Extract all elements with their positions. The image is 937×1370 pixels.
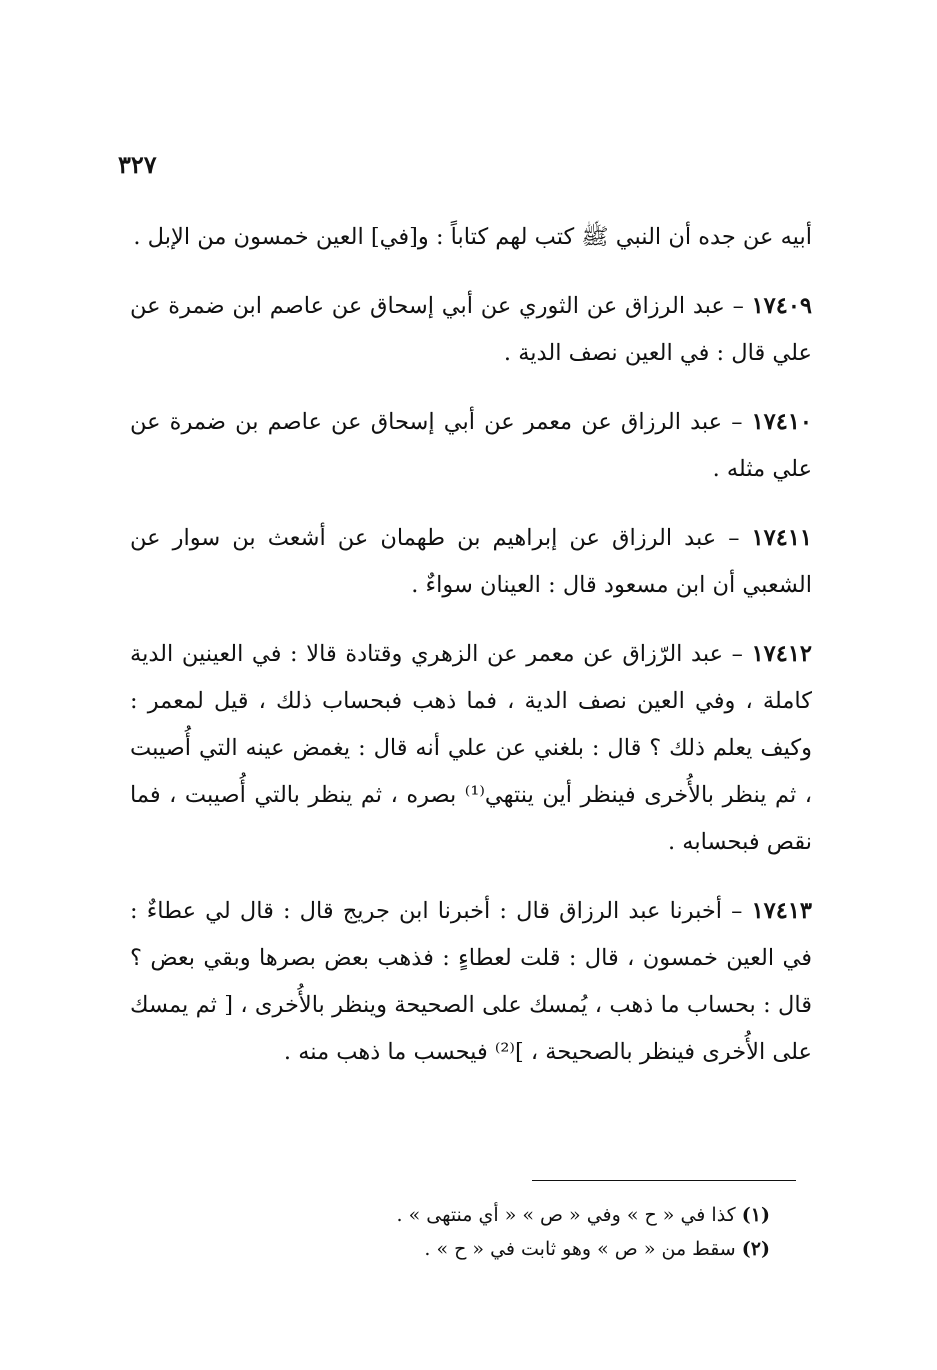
hadith-text: – أخبرنا عبد الرزاق قال : أخبرنا ابن جريج قال : قال لي عطاءٌ : في العين خمسون ، قال : قلت لعطاءٍ : فذهب بعض بصرها وبقي بعض ؟ قال : بحساب ما ذهب ، يُمسك على الصحيحة وينظر بالأُخرى ، [ ثم يمسك على الأُخرى فينظر بالصحيحة ، ]⁽²⁾ فيحسب ما ذهب منه . (130, 898, 812, 1065)
hadith-text: – عبد الرزاق عن الثوري عن أبي إسحاق عن عاصم ابن ضمرة عن علي قال : في العين نصف الدية . (130, 293, 812, 366)
hadith-number: ١٧٤١٠ (751, 409, 812, 435)
footnote-text: كذا في « ح » وفي « ص » « أي منتهى » . (396, 1204, 736, 1226)
footnote-text: سقط من « ص » وهو ثابت في « ح » . (424, 1238, 736, 1260)
footnotes (300, 1198, 770, 1266)
hadith-text: – عبد الرزاق عن معمر عن أبي إسحاق عن عاصم بن ضمرة عن علي مثله . (130, 409, 812, 482)
hadith-number: ١٧٤٠٩ (751, 293, 812, 319)
hadith-paragraph (130, 399, 812, 493)
footnote-separator (532, 1180, 796, 1181)
footnote-number: (١) (741, 1204, 770, 1226)
hadith-paragraph (130, 631, 812, 866)
footnote (300, 1198, 770, 1232)
hadith-paragraph (130, 283, 812, 377)
hadith-number: ١٧٤١٢ (751, 641, 812, 667)
hadith-text: – عبد الرزاق عن إبراهيم بن طهمان عن أشعث بن سوار عن الشعبي أن ابن مسعود قال : العينان سواءٌ . (130, 525, 812, 598)
footnote (300, 1232, 770, 1266)
hadith-paragraph (130, 515, 812, 609)
hadith-text: – عبد الرّزاق عن معمر عن الزهري وقتادة قالا : في العينين الدية كاملة ، وفي العين نصف الدية ، فما ذهب فبحساب ذلك ، قيل لمعمر : وكيف يعلم ذلك ؟ قال : بلغني عن علي أنه قال : يغمض عينه التي أُصيبت ، ثم ينظر بالأُخرى فينظر أين ينتهي⁽¹⁾ بصره ، ثم ينظر بالتي أُصيبت ، فما نقص فبحسابه . (130, 641, 812, 855)
footnote-number: (٢) (741, 1238, 770, 1260)
page-number: ٣٢٧ (118, 150, 157, 179)
hadith-number: ١٧٤١٣ (751, 898, 813, 924)
hadith-number: ١٧٤١١ (751, 525, 812, 551)
hadith-paragraph (130, 888, 812, 1076)
main-text (130, 214, 812, 1076)
continuation-paragraph: أبيه عن جده أن النبي ﷺ كتب لهم كتاباً : و[في] العين خمسون من الإبل . (133, 224, 812, 250)
